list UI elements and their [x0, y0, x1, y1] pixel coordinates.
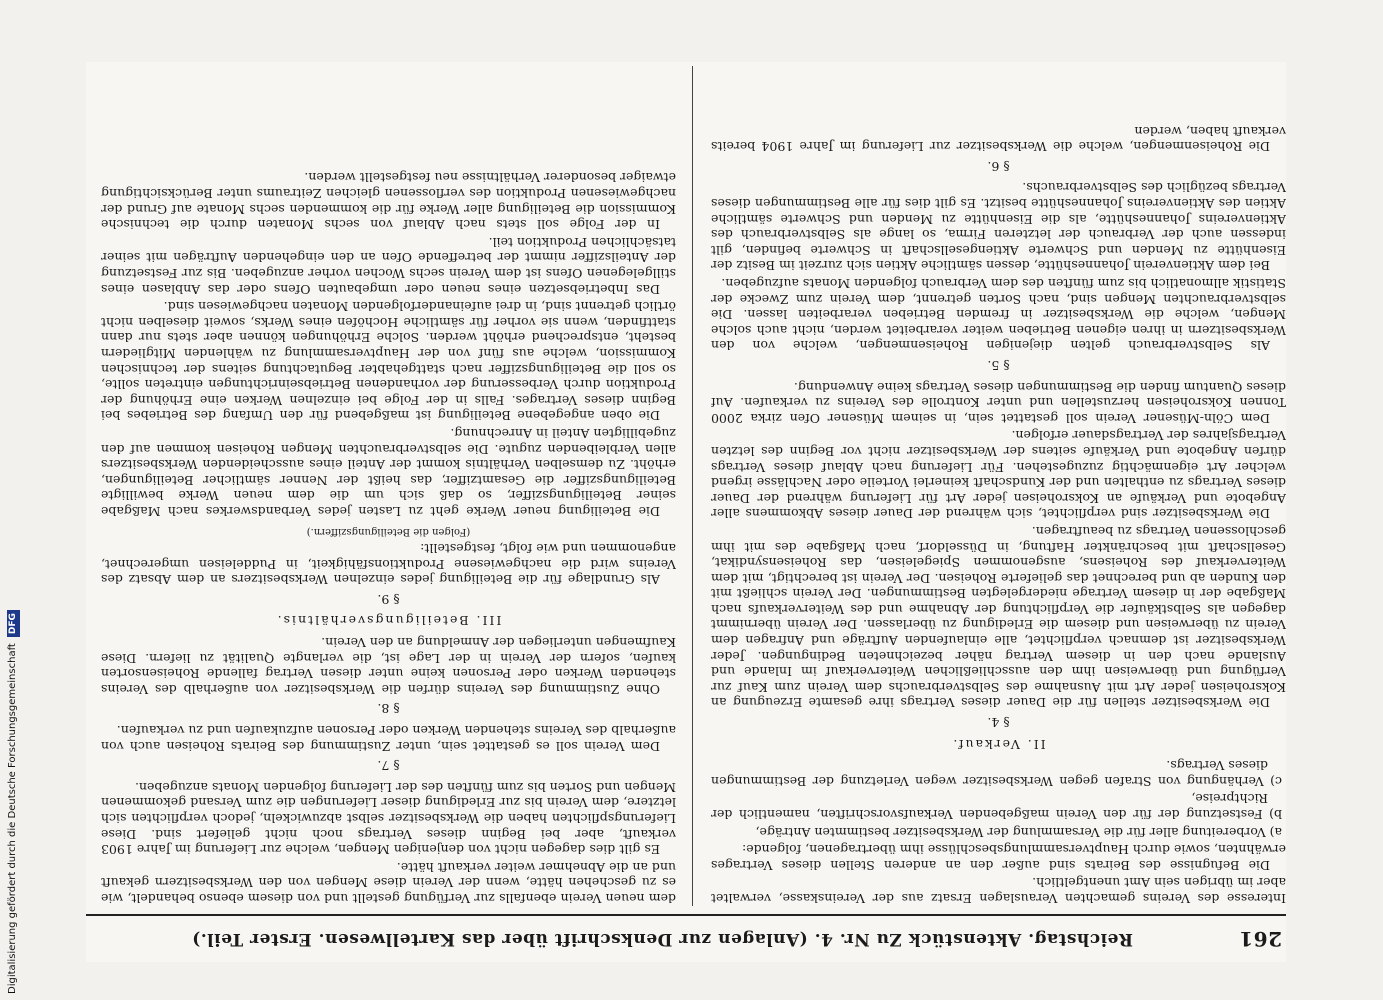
paragraph: Die oben angegebene Beteiligung ist maßgebend für den Umfang des Betriebes bei Beginn dieses Vertrages. Falls in der Folge bei einzelnen Werken eine Erhöhung der Produktion durch Verbesserung der vorhandenen Betriebseinrichtungen eintreten sollte, so soll die Beteiligungsziffer nach stattgehabter Begutachtung seitens der technischen Kommission, welche aus fünf von der Hauptversammlung zu wählenden Mitgliedern besteht, entsprechend erhöht werden. Solche Erhöhungen können aber stets nur dann stattfinden, wenn sie vorher für sämtliche Hochöfen eines Werks, soweit dieselben nicht örtlich getrennt sind, in drei aufeinanderfolgenden Monaten nachgewiesen sind.	[101, 299, 676, 424]
paragraph: Dem Cöln-Müsener Verein soll gestattet sein, in seinem Müsener Ofen zirka 2000 Tonnen Koksroheisen herzustellen und unter Kontrolle des Vereins zu verkaufen. Auf dieses Quantum finden die Bestimmungen dieses Vertrags keine Anwendung.	[711, 379, 1286, 426]
list-item: c) Verhängung von Strafen gegen Werksbesitzer wegen Verletzung der Bestimmungen dieses Vertrags.	[711, 758, 1282, 789]
section-heading: III. Beteiligungsverhältnis.	[275, 613, 502, 629]
paragraph-number: § 5.	[987, 358, 1010, 373]
paragraph: In der Folge soll stets nach Ablauf von sechs Monaten durch die technische Kommission die Beteiligung aller Werke für die kommenden sechs Monate auf Grund der nachgewiesenen Produktion des verflossenen gleichen Zeitraums unter Berücksichtigung etwaiger besonderer Verhältnisse neu festgestellt werden.	[101, 170, 676, 233]
page-header	[86, 914, 1286, 962]
list-item: b) Festsetzung der für den Verein maßgebenden Verkaufsvorschriften, namentlich der Richtpreise,	[711, 791, 1282, 823]
section-heading: II. Verkauf.	[951, 736, 1046, 752]
paragraph: Es gilt dies dagegen nicht von denjenigen Mengen, welche zur Lieferung im Jahre 1903 verkauft, aber bei Beginn dieses Vertrags noch nicht geliefert sind. Diese Lieferungspflichten haben die Werksbesitzer selbst abzuwickeln, jedoch verpflichten sich letztere, dem Verein bis zur Erledigung dieser Lieferungen die zum Versand gekommenen Mengen und Sorten bis zum fünften des der Lieferung folgenden Monats anzugeben.	[101, 779, 676, 858]
paragraph: Die Befugnisse des Beirats sind außer den an anderen Stellen dieses Vertrages erwähnten, sowie durch Hauptversammlungsbeschlüsse ihm übertragenen, folgende:	[711, 842, 1286, 873]
page-number: 261	[1238, 927, 1282, 951]
column-divider	[692, 66, 693, 906]
left-column	[711, 66, 1286, 906]
paragraph-number: § 7.	[377, 758, 400, 774]
paragraph: Die Werksbesitzer stellen für die Dauer dieses Vertrags ihre gesamte Erzeugung an Koksroheisen jeder Art mit Ausnahme des Selbstverbrauchs dem Verein zum Kauf zur Verfügung und überweisen ihm den ausschließlichen Weiterverkauf im Inlande und Auslande nach den in diesem Vertrag näher bezeichneten Bedingungen. Jeder Werksbesitzer ist demnach verpflichtet, alle einlaufenden Aufträge und Anfragen dem Verein zu überweisen und diesem die Erledigung zu überlassen. Der Verein übernimmt dagegen als Selbstkäufer die Verpflichtung der Abnahme und des Weiterverkaufs nach Maßgabe der in diesem Vertrage niedergelegten Bestimmungen. Der Verein schließt mit den Kunden ab und berechnet das gelieferte Roheisen. Der Verein ist berechtigt, mit dem Weiterverkauf des Roheisens, ausgenommen Spiegeleisen, das Roheisensyndikat, Gesellschaft mit beschränkter Haftung, in Düsseldorf, nach Maßgabe des mit ihm geschlossenen Vertrags zu beauftragen.	[711, 523, 1286, 711]
right-column	[101, 66, 676, 906]
running-title: Reichstag. Aktenstück Zu Nr. 4. (Anlagen zur Denkschrift über das Kartellwesen. Erster Teil.)	[191, 929, 1134, 949]
paragraph-number: § 4.	[987, 715, 1010, 731]
credit-text: Digitalisierung gefördert durch die Deutsche Forschungsgemeinschaft	[7, 643, 18, 994]
paragraph: Das Inbetriebsetzen eines neuen oder umgebauten Ofens oder das Anblasen eines stillgelegenen Ofens ist dem Verein sechs Wochen vorher anzugeben. Bis zur Festsetzung der Anteilsziffer nimmt der betreffende Ofen an den eingehenden Aufträgen mit seiner tatsächlichen Produktion teil.	[101, 234, 676, 297]
paragraph: Die Werksbesitzer sind verpflichtet, sich während der Dauer dieses Abkommens aller Angebote und Verkäufe an Koksroheisen jeder Art für Lieferung während der Dauer dieses Vertrags zu enthalten und der Kundschaft keinerlei Vorteile oder Nachlässe irgend welcher Art eigenmächtig zuzugestehen. Für Lieferung nach Ablauf dieses Vertrags dürfen Angebote und Verkäufe seitens der Werksbesitzer nicht vor Beginn des letzten Vertragsjahres der Vertragsdauer erfolgen.	[711, 428, 1286, 522]
paragraph: Bei dem Aktienverein Johanneshütte, dessen sämtliche Aktien sich zurzeit im Besitz der Eisenhütte zu Menden und Schwerte Aktiengesellschaft in Schwerte befinden, gilt indessen auch der Verbrauch der letzteren Firma, so lange als Selbstverbrauch des Aktienvereins Johanneshütte, als die Eisenhütte zu Menden und Schwerte sämtliche Aktien des Aktienvereins Johanneshütte besitzt. Es gilt dies für alle Bestimmungen dieses Vertrags bezüglich des Selbstverbrauchs.	[711, 180, 1286, 274]
digitization-credit	[4, 600, 22, 994]
paragraph: Interesse des Vereins gemachten Verauslagen Ersatz aus der Vereinskasse, verwaltet aber im übrigen sein Amt unentgeltlich.	[711, 875, 1286, 906]
note: (Folgen die Beteiligungsziffern.)	[306, 525, 471, 537]
paragraph: Die Roheisenmengen, welche die Werksbesitzer zur Lieferung im Jahre 1904 bereits verkauft haben, werden	[711, 123, 1286, 155]
dfg-logo: DFG	[7, 610, 20, 637]
paragraph: Als Grundlage für die Beteiligung jedes einzelnen Werksbesitzers an dem Absatz des Vereins wird die nachgewiesene Produktionsfähigkeit, in Puddeleisen umgerechnet, angenommen und wie folgt, festgestellt:	[101, 541, 676, 588]
paragraph-number: § 8.	[377, 701, 400, 717]
list-item: a) Vorbereitung aller für die Versammlung der Werksbesitzer bestimmten Anträge,	[755, 824, 1282, 840]
document-page	[86, 62, 1286, 962]
paragraph-number: § 9.	[377, 591, 400, 607]
paragraph: Als Selbstverbrauch gelten diejenigen Roheisenmengen, welche von den Werksbesitzern in ihren eigenen Betrieben weiter verarbeitet werden, nicht auch solche Mengen, welche die Werksbesitzer in fremden Betrieben verarbeiten lassen. Die selbstverbrauchten Mengen sind, nach Sorten getrennt, dem Verein zum Zwecke der Statistik allmonatlich bis zum fünften des dem Verbrauch folgenden Monats aufzugeben.	[711, 276, 1286, 354]
paragraph: Dem Verein soll es gestattet sein, unter Zustimmung des Beirats Roheisen auch von außerhalb des Vereins stehenden Werken oder Personen aufzukaufen und zu verkaufen.	[101, 723, 676, 754]
paragraph: Ohne Zustimmung des Vereins dürfen die Werksbesitzer von außerhalb des Vereins stehenden Werken oder Personen keine unter diesen Vertrag fallende Roheisensorten kaufen, sofern der Verein in der Lage ist, die verlangte Qualität zu liefern. Diese Kaufmengen unterliegen der Anmeldung an den Verein.	[101, 635, 676, 697]
paragraph: Die Beteiligung neuer Werke geht zu Lasten jedes Verbandswerkes nach Maßgabe seiner Beteiligungsziffer, so daß sich um die dem neuen Werke bewilligte Beteiligungsziffer die Gesamtziffer, das heißt der Nenner sämtlicher Beteiligungen, erhöht. Zu demselben Verhältnis kommt der Anteil eines ausscheidenden Werksbesitzers allen Verbleibenden zugute. Die selbstverbrauchten Mengen Roheisen kommen auf den zugebilligten Anteil in Anrechnung.	[101, 425, 676, 519]
paragraph-number: § 6.	[987, 158, 1010, 174]
paragraph: dem neuen Verein ebenfalls zur Verfügung gestellt und von diesem ebenso behandelt, wie es zu geschehen hätte, wenn der Verein diese Mengen von den Werksbesitzern gekauft und an die Abnehmer weiter verkauft hätte.	[101, 859, 676, 906]
